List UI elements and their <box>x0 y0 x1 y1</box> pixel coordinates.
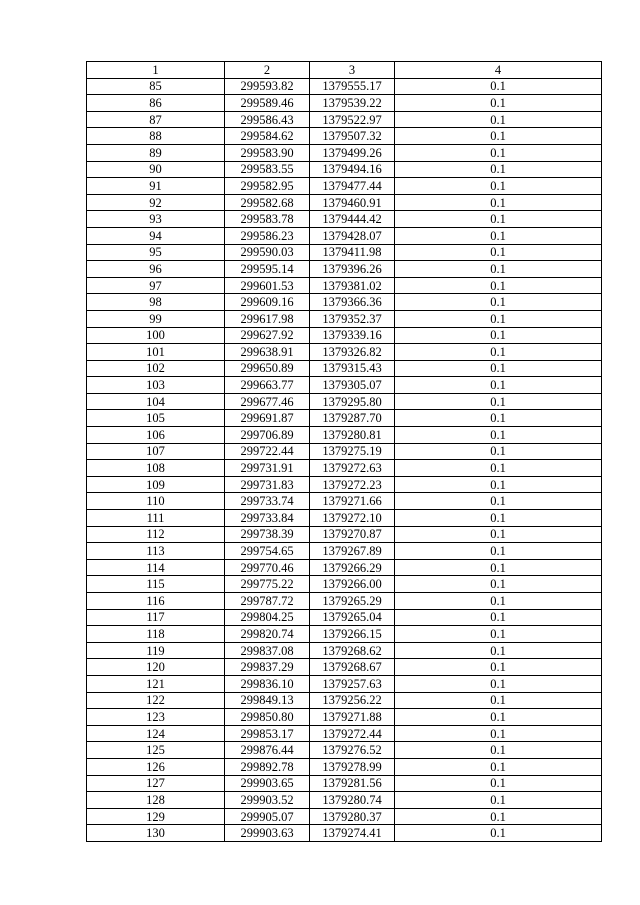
y-coordinate-cell: 1379280.37 <box>310 808 395 825</box>
column-header-1: 1 <box>87 62 225 79</box>
y-coordinate-cell: 1379257.63 <box>310 675 395 692</box>
table-row <box>87 692 602 709</box>
y-coordinate-cell: 1379272.23 <box>310 476 395 493</box>
point-number-cell: 102 <box>87 360 225 377</box>
tolerance-cell: 0.1 <box>395 460 602 477</box>
table-row <box>87 427 602 444</box>
x-coordinate-cell: 299584.62 <box>225 128 310 145</box>
tolerance-cell: 0.1 <box>395 775 602 792</box>
tolerance-cell: 0.1 <box>395 211 602 228</box>
tolerance-cell: 0.1 <box>395 443 602 460</box>
point-number-cell: 93 <box>87 211 225 228</box>
y-coordinate-cell: 1379266.29 <box>310 559 395 576</box>
header-row <box>87 62 602 79</box>
table-row <box>87 261 602 278</box>
table-row <box>87 576 602 593</box>
x-coordinate-cell: 299733.84 <box>225 510 310 527</box>
x-coordinate-cell: 299609.16 <box>225 294 310 311</box>
point-number-cell: 101 <box>87 344 225 361</box>
point-number-cell: 90 <box>87 161 225 178</box>
x-coordinate-cell: 299903.63 <box>225 825 310 842</box>
point-number-cell: 117 <box>87 609 225 626</box>
y-coordinate-cell: 1379539.22 <box>310 95 395 112</box>
x-coordinate-cell: 299650.89 <box>225 360 310 377</box>
table-row <box>87 410 602 427</box>
point-number-cell: 118 <box>87 626 225 643</box>
y-coordinate-cell: 1379339.16 <box>310 327 395 344</box>
y-coordinate-cell: 1379266.15 <box>310 626 395 643</box>
tolerance-cell: 0.1 <box>395 758 602 775</box>
tolerance-cell: 0.1 <box>395 543 602 560</box>
tolerance-cell: 0.1 <box>395 410 602 427</box>
x-coordinate-cell: 299905.07 <box>225 808 310 825</box>
point-number-cell: 105 <box>87 410 225 427</box>
table-row <box>87 792 602 809</box>
coordinates-table <box>86 61 602 842</box>
x-coordinate-cell: 299804.25 <box>225 609 310 626</box>
point-number-cell: 114 <box>87 559 225 576</box>
table-row <box>87 808 602 825</box>
tolerance-cell: 0.1 <box>395 393 602 410</box>
table-row <box>87 659 602 676</box>
y-coordinate-cell: 1379280.74 <box>310 792 395 809</box>
table-row <box>87 825 602 842</box>
x-coordinate-cell: 299586.43 <box>225 111 310 128</box>
x-coordinate-cell: 299582.95 <box>225 178 310 195</box>
point-number-cell: 113 <box>87 543 225 560</box>
x-coordinate-cell: 299892.78 <box>225 758 310 775</box>
x-coordinate-cell: 299691.87 <box>225 410 310 427</box>
table-row <box>87 543 602 560</box>
x-coordinate-cell: 299601.53 <box>225 277 310 294</box>
x-coordinate-cell: 299706.89 <box>225 427 310 444</box>
tolerance-cell: 0.1 <box>395 377 602 394</box>
point-number-cell: 106 <box>87 427 225 444</box>
tolerance-cell: 0.1 <box>395 808 602 825</box>
point-number-cell: 120 <box>87 659 225 676</box>
y-coordinate-cell: 1379555.17 <box>310 78 395 95</box>
point-number-cell: 95 <box>87 244 225 261</box>
point-number-cell: 88 <box>87 128 225 145</box>
x-coordinate-cell: 299586.23 <box>225 227 310 244</box>
table-row <box>87 609 602 626</box>
table-row <box>87 161 602 178</box>
y-coordinate-cell: 1379272.44 <box>310 725 395 742</box>
table-row <box>87 227 602 244</box>
y-coordinate-cell: 1379281.56 <box>310 775 395 792</box>
y-coordinate-cell: 1379411.98 <box>310 244 395 261</box>
y-coordinate-cell: 1379460.91 <box>310 194 395 211</box>
tolerance-cell: 0.1 <box>395 559 602 576</box>
tolerance-cell: 0.1 <box>395 144 602 161</box>
tolerance-cell: 0.1 <box>395 294 602 311</box>
x-coordinate-cell: 299663.77 <box>225 377 310 394</box>
tolerance-cell: 0.1 <box>395 476 602 493</box>
point-number-cell: 123 <box>87 709 225 726</box>
table-row <box>87 742 602 759</box>
y-coordinate-cell: 1379271.66 <box>310 493 395 510</box>
y-coordinate-cell: 1379272.63 <box>310 460 395 477</box>
point-number-cell: 100 <box>87 327 225 344</box>
point-number-cell: 110 <box>87 493 225 510</box>
x-coordinate-cell: 299849.13 <box>225 692 310 709</box>
x-coordinate-cell: 299677.46 <box>225 393 310 410</box>
point-number-cell: 98 <box>87 294 225 311</box>
tolerance-cell: 0.1 <box>395 95 602 112</box>
table-row <box>87 95 602 112</box>
x-coordinate-cell: 299754.65 <box>225 543 310 560</box>
tolerance-cell: 0.1 <box>395 659 602 676</box>
point-number-cell: 107 <box>87 443 225 460</box>
table-row <box>87 327 602 344</box>
tolerance-cell: 0.1 <box>395 709 602 726</box>
x-coordinate-cell: 299731.83 <box>225 476 310 493</box>
tolerance-cell: 0.1 <box>395 510 602 527</box>
table-row <box>87 393 602 410</box>
y-coordinate-cell: 1379499.26 <box>310 144 395 161</box>
y-coordinate-cell: 1379326.82 <box>310 344 395 361</box>
table-row <box>87 211 602 228</box>
x-coordinate-cell: 299850.80 <box>225 709 310 726</box>
y-coordinate-cell: 1379272.10 <box>310 510 395 527</box>
y-coordinate-cell: 1379444.42 <box>310 211 395 228</box>
point-number-cell: 91 <box>87 178 225 195</box>
y-coordinate-cell: 1379494.16 <box>310 161 395 178</box>
x-coordinate-cell: 299853.17 <box>225 725 310 742</box>
point-number-cell: 87 <box>87 111 225 128</box>
y-coordinate-cell: 1379267.89 <box>310 543 395 560</box>
table-row <box>87 493 602 510</box>
table-row <box>87 559 602 576</box>
x-coordinate-cell: 299593.82 <box>225 78 310 95</box>
y-coordinate-cell: 1379287.70 <box>310 410 395 427</box>
tolerance-cell: 0.1 <box>395 78 602 95</box>
tolerance-cell: 0.1 <box>395 493 602 510</box>
tolerance-cell: 0.1 <box>395 825 602 842</box>
table-row <box>87 675 602 692</box>
tolerance-cell: 0.1 <box>395 161 602 178</box>
table-row <box>87 377 602 394</box>
x-coordinate-cell: 299731.91 <box>225 460 310 477</box>
table-row <box>87 294 602 311</box>
tolerance-cell: 0.1 <box>395 344 602 361</box>
tolerance-cell: 0.1 <box>395 526 602 543</box>
column-header-2: 2 <box>225 62 310 79</box>
tolerance-cell: 0.1 <box>395 261 602 278</box>
point-number-cell: 127 <box>87 775 225 792</box>
x-coordinate-cell: 299738.39 <box>225 526 310 543</box>
tolerance-cell: 0.1 <box>395 427 602 444</box>
y-coordinate-cell: 1379265.04 <box>310 609 395 626</box>
y-coordinate-cell: 1379522.97 <box>310 111 395 128</box>
column-header-3: 3 <box>310 62 395 79</box>
x-coordinate-cell: 299617.98 <box>225 310 310 327</box>
x-coordinate-cell: 299837.08 <box>225 642 310 659</box>
x-coordinate-cell: 299583.55 <box>225 161 310 178</box>
table-row <box>87 360 602 377</box>
table-row <box>87 593 602 610</box>
y-coordinate-cell: 1379477.44 <box>310 178 395 195</box>
y-coordinate-cell: 1379366.36 <box>310 294 395 311</box>
y-coordinate-cell: 1379268.62 <box>310 642 395 659</box>
x-coordinate-cell: 299775.22 <box>225 576 310 593</box>
tolerance-cell: 0.1 <box>395 178 602 195</box>
point-number-cell: 116 <box>87 593 225 610</box>
tolerance-cell: 0.1 <box>395 194 602 211</box>
tolerance-cell: 0.1 <box>395 310 602 327</box>
point-number-cell: 92 <box>87 194 225 211</box>
tolerance-cell: 0.1 <box>395 725 602 742</box>
y-coordinate-cell: 1379270.87 <box>310 526 395 543</box>
x-coordinate-cell: 299733.74 <box>225 493 310 510</box>
table-row <box>87 642 602 659</box>
table-row <box>87 626 602 643</box>
y-coordinate-cell: 1379274.41 <box>310 825 395 842</box>
y-coordinate-cell: 1379266.00 <box>310 576 395 593</box>
table-row <box>87 244 602 261</box>
y-coordinate-cell: 1379271.88 <box>310 709 395 726</box>
x-coordinate-cell: 299837.29 <box>225 659 310 676</box>
y-coordinate-cell: 1379381.02 <box>310 277 395 294</box>
y-coordinate-cell: 1379265.29 <box>310 593 395 610</box>
point-number-cell: 125 <box>87 742 225 759</box>
y-coordinate-cell: 1379275.19 <box>310 443 395 460</box>
x-coordinate-cell: 299820.74 <box>225 626 310 643</box>
tolerance-cell: 0.1 <box>395 576 602 593</box>
tolerance-cell: 0.1 <box>395 593 602 610</box>
point-number-cell: 111 <box>87 510 225 527</box>
tolerance-cell: 0.1 <box>395 327 602 344</box>
table-row <box>87 510 602 527</box>
point-number-cell: 103 <box>87 377 225 394</box>
y-coordinate-cell: 1379305.07 <box>310 377 395 394</box>
point-number-cell: 126 <box>87 758 225 775</box>
x-coordinate-cell: 299627.92 <box>225 327 310 344</box>
table-row <box>87 310 602 327</box>
x-coordinate-cell: 299583.78 <box>225 211 310 228</box>
point-number-cell: 119 <box>87 642 225 659</box>
point-number-cell: 115 <box>87 576 225 593</box>
tolerance-cell: 0.1 <box>395 692 602 709</box>
tolerance-cell: 0.1 <box>395 642 602 659</box>
x-coordinate-cell: 299836.10 <box>225 675 310 692</box>
x-coordinate-cell: 299595.14 <box>225 261 310 278</box>
tolerance-cell: 0.1 <box>395 792 602 809</box>
y-coordinate-cell: 1379278.99 <box>310 758 395 775</box>
tolerance-cell: 0.1 <box>395 111 602 128</box>
point-number-cell: 109 <box>87 476 225 493</box>
tolerance-cell: 0.1 <box>395 277 602 294</box>
point-number-cell: 104 <box>87 393 225 410</box>
x-coordinate-cell: 299903.65 <box>225 775 310 792</box>
table-body <box>87 78 602 841</box>
tolerance-cell: 0.1 <box>395 128 602 145</box>
table-row <box>87 111 602 128</box>
table-row <box>87 178 602 195</box>
table-row <box>87 460 602 477</box>
point-number-cell: 129 <box>87 808 225 825</box>
y-coordinate-cell: 1379295.80 <box>310 393 395 410</box>
x-coordinate-cell: 299787.72 <box>225 593 310 610</box>
y-coordinate-cell: 1379428.07 <box>310 227 395 244</box>
x-coordinate-cell: 299722.44 <box>225 443 310 460</box>
tolerance-cell: 0.1 <box>395 675 602 692</box>
point-number-cell: 128 <box>87 792 225 809</box>
y-coordinate-cell: 1379280.81 <box>310 427 395 444</box>
table-row <box>87 758 602 775</box>
tolerance-cell: 0.1 <box>395 227 602 244</box>
tolerance-cell: 0.1 <box>395 626 602 643</box>
table-row <box>87 709 602 726</box>
point-number-cell: 86 <box>87 95 225 112</box>
table-header <box>87 62 602 79</box>
x-coordinate-cell: 299589.46 <box>225 95 310 112</box>
tolerance-cell: 0.1 <box>395 360 602 377</box>
table-row <box>87 725 602 742</box>
y-coordinate-cell: 1379276.52 <box>310 742 395 759</box>
table-row <box>87 277 602 294</box>
x-coordinate-cell: 299638.91 <box>225 344 310 361</box>
y-coordinate-cell: 1379315.43 <box>310 360 395 377</box>
tolerance-cell: 0.1 <box>395 609 602 626</box>
y-coordinate-cell: 1379396.26 <box>310 261 395 278</box>
table-row <box>87 526 602 543</box>
point-number-cell: 99 <box>87 310 225 327</box>
table-row <box>87 775 602 792</box>
point-number-cell: 108 <box>87 460 225 477</box>
tolerance-cell: 0.1 <box>395 244 602 261</box>
table-row <box>87 128 602 145</box>
point-number-cell: 97 <box>87 277 225 294</box>
point-number-cell: 112 <box>87 526 225 543</box>
table-row <box>87 78 602 95</box>
table-row <box>87 443 602 460</box>
point-number-cell: 85 <box>87 78 225 95</box>
point-number-cell: 130 <box>87 825 225 842</box>
point-number-cell: 96 <box>87 261 225 278</box>
x-coordinate-cell: 299876.44 <box>225 742 310 759</box>
table-row <box>87 144 602 161</box>
y-coordinate-cell: 1379256.22 <box>310 692 395 709</box>
point-number-cell: 94 <box>87 227 225 244</box>
x-coordinate-cell: 299582.68 <box>225 194 310 211</box>
point-number-cell: 124 <box>87 725 225 742</box>
column-header-4: 4 <box>395 62 602 79</box>
x-coordinate-cell: 299583.90 <box>225 144 310 161</box>
y-coordinate-cell: 1379352.37 <box>310 310 395 327</box>
point-number-cell: 121 <box>87 675 225 692</box>
y-coordinate-cell: 1379507.32 <box>310 128 395 145</box>
x-coordinate-cell: 299590.03 <box>225 244 310 261</box>
point-number-cell: 122 <box>87 692 225 709</box>
tolerance-cell: 0.1 <box>395 742 602 759</box>
x-coordinate-cell: 299903.52 <box>225 792 310 809</box>
y-coordinate-cell: 1379268.67 <box>310 659 395 676</box>
table-row <box>87 194 602 211</box>
x-coordinate-cell: 299770.46 <box>225 559 310 576</box>
point-number-cell: 89 <box>87 144 225 161</box>
table-row <box>87 344 602 361</box>
table-row <box>87 476 602 493</box>
